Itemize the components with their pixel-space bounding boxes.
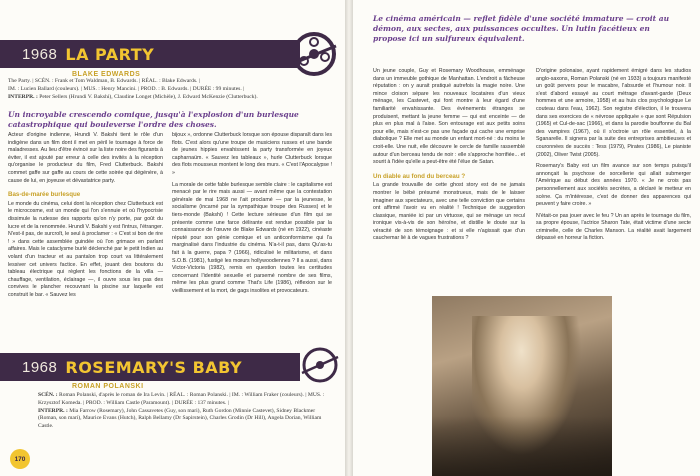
credit-line: IM. : Lucien Ballard (couleurs). | MUS. : Henry Mancini. | PROD. : B. Edwards. | DURÉE : 99 minutes. | xyxy=(8,85,245,92)
page-number: 170 xyxy=(10,449,30,469)
left-page xyxy=(0,0,345,476)
credit-line: INTERPR. : Peter Sellers (Hrundi V. Bakshi), Claudine Longet (Michèle), J. Edward McKenzie (Clutterbuck). xyxy=(8,93,258,100)
film1-lede: Un incroyable crescendo comique, jusqu'à l'explosion d'un burlesque catastrophique qui bouleverse l'ordre des choses. xyxy=(8,110,299,129)
credit-line: The Party. | SCÉN. : Frank et Tom Waldman, B. Edwards. | RÉAL. : Blake Edwards. | xyxy=(8,78,200,84)
film2-column-2: D'origine polonaise, ayant rapidement émigré dans les studios anglo-saxons, Roman Polanski (né en 1933) a toujours manifesté un goût pervers pour le macabre, l'absurde et l'humour noir. Il s'est d'abord essayé au court métrage d'avant-garde (Deux hommes et une armoire, 1958) et au huis clos psychologique Le couteau dans l'eau, 1962). Son registre d'élection, il le trouvera dans ses exercices de « névrose appliquée » que sont Répulsion (1965) et Cul-de-sac (1966), et dans la parodie bouffonne du Bal des vampires (1967), où il s'octroie un rôle essentiel, à la Sganarelle. Il signera par la suite des entreprises ambitieuses et couronnées de succès : Tess (1979), Pirates (1986), Le pianiste (2002), Oliver Twist (2005). Rosemary's Baby est un film avance sur son temps puisqu'il annonçait la psychose de sorcellerie qui allait submerger l'Amérique au début des années 1970. « Je ne crois pas personnellement aux sociétés secrètes, a déclaré le metteur en scène. Ça m'intéresse, c'est de donner des apparences qui peuvent y faire croire. » N'était-ce pas jouer avec le feu ? Un an après le tournage du film, sa propre épouse, l'actrice Sharon Tate, était victime d'une secte criminelle, celle de Charles Manson. La réalité avait largement dépassé en horreur la fiction. xyxy=(536,68,691,242)
film1-column-2: bijoux », ordonne Clutterbuck lorsque son épouse disparaît dans les flots. C'est alors qu'une troupe de musiciens russes et une bande de jeunes hippies envahissent la party transformée en joyeux capharnaüm. « Sauvez les tableaux », hurle Clutterbuck lorsque des flots mousseux montent le long des murs. « C'est l'Apocalypse ! » La morale de cette fable burlesque semble claire : le capitalisme est menacé par le rire mais aussi — avant même que la contestation générale de mai 1968 ne l'ait proclamé — par la jeunesse, le socialisme (incarné par la sympathique troupe des Russes) et le tiers-monde (Bakshi) ! Cette lecture sérieuse d'un film qui se présente comme une farce délirante est rendue possible par la connaissance de l'œuvre de Blake Edwards (né en 1922), cinéaste réputé pour son génie comique et un anticonformisme qui l'a marginalisé dans l'industrie du cinéma. N'a-t-il pas, dans Qu'as-tu fait à la guerre, papa ? (1966), ridiculisé le militarisme, et dans S.O.B. (1981), fustigé les mœurs hollywoodiennes ? Il a aussi, dans Victor-Victoria (1982), remis en question toutes les certitudes concernant l'identité sexuelle et parsemé nombre de ses films, même les plus grand comme That's Life (1986), réflexion sur le vieillissement et la mort, de gags insolites et provocateurs. xyxy=(172,132,332,294)
film-reel-icon xyxy=(290,30,338,78)
book-gutter xyxy=(345,0,353,476)
film2-title: ROSEMARY'S BABY xyxy=(65,357,243,377)
film1-director: BLAKE EDWARDS xyxy=(72,71,141,78)
photo-shade xyxy=(432,416,612,476)
film1-year: 1968 xyxy=(22,45,58,63)
film1-column-1: Acteur d'origine indienne, Hrundi V. Bakshi tient le rôle d'un indigène dans un film dont il met en péril le tournage à force de maladresses. Au lieu d'être évincé sur la liste noire des figurants à éviter, il est ajouté par erreur à celle des invités à la réception qu'organise le producteur du film, Fred Clutterbuck. Bakshi commet gaffe sur gaffe au cours de cette soirée qui dégénère, à cause de lui, en joyeuse et dévastatrice party. Bas-de-marée burlesque Le monde du cinéma, celui dont la réception chez Clutterbuck est le microcosme, est un monde qui l'on s'ennuie et où l'hypocrisie dissimule la rudesse des rapports qu'on n'y porte, par goût du lucre et de la renommée. Hrundi V. Bakshi y est l'intrus, l'étranger. N'est-il pas, de surcroît, le seul à proclamer : « C'est si bon de rire ! » dans cette assemblée guindée où l'on grimace en parlant affaires. Mais le cataclysme burlé déclenché par le petit Indien au volant d'un tracteur et au pantalon trop court va littéralement lessiver cet univers factice. En effet, jouant des boutons du tableau électrique qui règlent les fonctions de la villa — chauffage, ventilation, éclairage —, il ouvre sous les pas des convives le plancher recouvrant la piscine sur laquelle est construit le bar. « Sauvez les xyxy=(8,132,163,298)
film-still-photo xyxy=(432,296,612,476)
film1-title: LA PARTY xyxy=(65,44,155,64)
film2-director: ROMAN POLANSKI xyxy=(72,383,144,390)
credit-line: SCÉN. : Roman Polanski, d'après le roman de Ira Levin. | RÉAL. : Roman Polanski. | IM. : William Fraker (couleurs). | MUS. : Krzysztof Komeda. | PROD. : William Castle (Paramount). | DURÉE : 137 minutes. | xyxy=(38,392,325,406)
film2-column-1: Un jeune couple, Guy et Rosemary Woodhouse, emménage dans un immeuble gothique de Manhattan. L'endroit a fâcheuse réputation : on y aurait pratiqué autrefois la magie noire. Une mince cloison sépare les nouveaux locataires d'un vieux ménage, les Castevet, qui font montre à leur égard d'une familiarité envahissante. Des événements étranges se produisent, mettant la jeune femme — qui est enceinte — de plus en plus mal à l'aise. Son entourage est aux petits soins pour elle, mais n'est-ce pas une façade qui cache une emprise diabolique ? Elle met au monde un enfant mort-né : du moins le croit-elle. Une nuit, elle découvre le cercle de famille rassemblé autour d'un berceau tendu de noir : elle s'approche horrifiée... et sourit à l'idée qu'elle a peut-être été l'élue de Satan. Un diable au fond du berceau ? La grande trouvaille de cette ghost story est de ne jamais montrer le bébé présumé monstrueux, mais de le laisser imaginer aux spectateurs, avec une telle conviction que certains ont affirmé l'avoir vu en réalité ! Technique de suggestion classique, maniée ici par un virtuose, qui se ménage un recul ironique vis-à-vis de son héroïne, et distille le doute sur la véracité de son témoignage : et si elle n'agissait que d'un cauchemar lié à de vagues frustrations ? xyxy=(373,68,525,242)
film2-credits xyxy=(38,392,334,431)
film1-credits xyxy=(8,78,326,101)
right-page xyxy=(353,0,700,476)
credit-line: INTERPR. : Mia Farrow (Rosemary), John Cassavetes (Guy, son mari), Ruth Gordon (Minnie Castevet), Sidney Blackmer (Roman, son mari), Maurice Evans (Hutch), Ralph Bellamy (Dr Sapirstein), Charles Grodin (Dr Hill), Angela Dorian, William Castle. xyxy=(38,407,322,430)
film2-lede: Le cinéma américain — reflet fidèle d'une société immature — croit au démon, aux sectes, aux puissances occultes. Un lutin facétieux en propose ici un sulfureux équivalent. xyxy=(373,14,670,43)
film1-title-band xyxy=(0,40,300,68)
film2-title-band xyxy=(0,353,300,381)
film2-year: 1968 xyxy=(22,358,58,376)
film-reel-icon xyxy=(300,345,340,385)
